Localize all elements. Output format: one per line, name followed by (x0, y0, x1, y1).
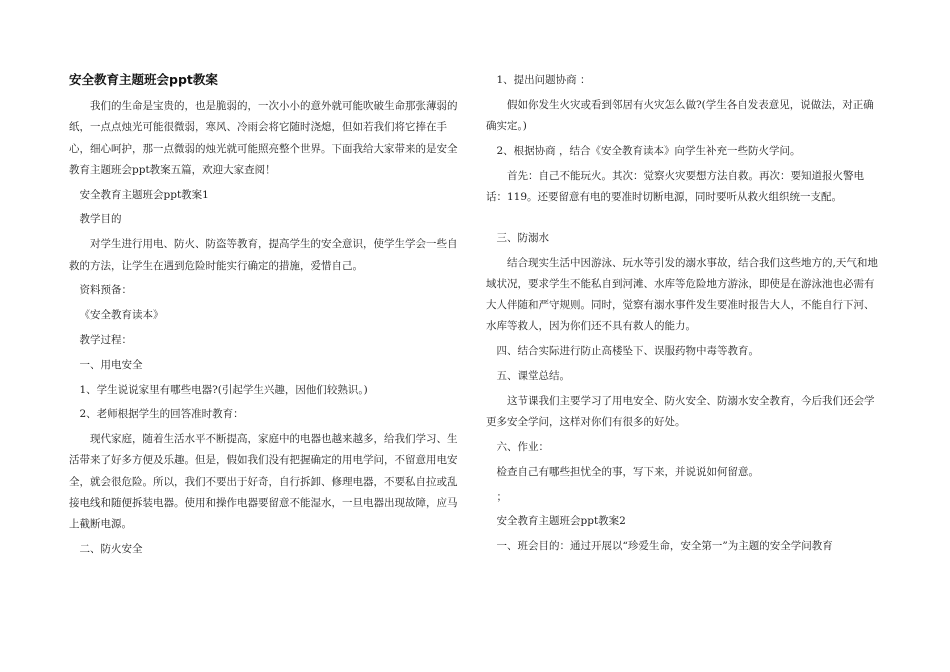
spacer (486, 212, 878, 228)
intro-paragraph: 我们的生命是宝贵的，也是脆弱的，一次小小的意外就可能吹破生命那张薄弱的纸，一点点烛光可能很微弱，寒风、冷雨会将它随时浇熄，但如若我们将它捧在手心，细心呵护，那一点微弱的烛光就可能照亮整个世界。下面我给大家带来的是安全教育主题班会ppt教案五篇，欢迎大家查阅！ (69, 100, 458, 176)
section5-paragraph: 这节课我们主要学习了用电安全、防火安全、防溺水安全教育，今后我们还会学更多安全学问，这样对你们有很多的好处。 (486, 394, 875, 429)
section1-question2: 2、老师根据学生的回答准时教育： (79, 408, 244, 421)
discussion-step2: 2、根据协商 ，结合《安全教育读本》向学生补充一些防火学问。 (496, 144, 801, 157)
materials-heading: 资料预备： (79, 284, 132, 297)
section6-heading: 六、作业： (496, 440, 549, 453)
discussion-step1-paragraph: 假如你发生火灾或看到邻居有火灾怎么做?(学生各自发表意见，说做法，对正确确实定。) (486, 98, 874, 133)
section2-heading: 二、防火安全 (79, 543, 143, 556)
plan2-first-line: 一、班会目的：通过开展以“珍爱生命，安全第一”为主题的安全学问教育 (496, 540, 833, 553)
right-column (486, 70, 878, 561)
plan2-title: 安全教育主题班会ppt教案2 (496, 515, 626, 528)
separator-mark: ； (496, 490, 507, 503)
document-title: 安全教育主题班会ppt教案 (69, 72, 218, 87)
goal-heading: 教学目的 (79, 213, 122, 226)
section6-text: 检查自己有哪些担忧全的事，写下来，并说说如何留意。 (496, 465, 759, 478)
goal-paragraph: 对学生进行用电、防火、防盗等教育，提高学生的安全意识，使学生学会一些自救的方法，让学生在遇到危险时能实行确定的措施，爱惜自己。 (69, 238, 458, 272)
fire-rules-paragraph: 首先：自己不能玩火。其次：觉察火灾要想方法自救。再次：要知道报火警电话：119。还要留意有电的要准时切断电源，同时要听从救火组织统一支配。 (486, 169, 864, 203)
section5-heading: 五、课堂总结。 (496, 370, 570, 383)
discussion-step1: 1、提出问题协商 ： (496, 74, 591, 86)
section3-paragraph: 结合现实生活中因游泳、玩水等引发的溺水事故，结合我们这些地方的,天气和地域状况，要求学生不能私自到河滩、水库等危险地方游泳，即使是在游泳池也必需有大人伴随和严守规则。同时，觉察有溺水事件发生要准时报告大人，不能自行下河、水库等救人，因为你们还不具有救人的能力。 (486, 256, 878, 333)
materials-item: 《安全教育读本》 (79, 309, 164, 322)
section3-heading: 三、防溺水 (496, 231, 549, 244)
plan1-title: 安全教育主题班会ppt教案1 (79, 188, 209, 201)
process-heading: 教学过程： (79, 333, 132, 346)
section4-heading: 四、结合实际进行防止高楼坠下、误服药物中毒等教育。 (496, 345, 759, 358)
section1-question1: 1、学生说说家里有哪些电器?(引起学生兴趣，因他们较熟识。) (79, 383, 368, 396)
section1-heading: 一、用电安全 (79, 358, 143, 371)
section1-paragraph: 现代家庭，随着生活水平不断提高，家庭中的电器也越来越多，给我们学习、生活带来了好多方便及乐趣。但是，假如我们没有把握确定的用电学问，不留意用电安全，就会很危险。所以，我们不要出于好奇，自行拆卸、修理电器，不要私自拉或乱接电线和随便拆装电器。使用和操作电器要留意不能湿水，一旦电器出现故障，应马上截断电源。 (69, 433, 458, 531)
left-column (69, 70, 461, 564)
